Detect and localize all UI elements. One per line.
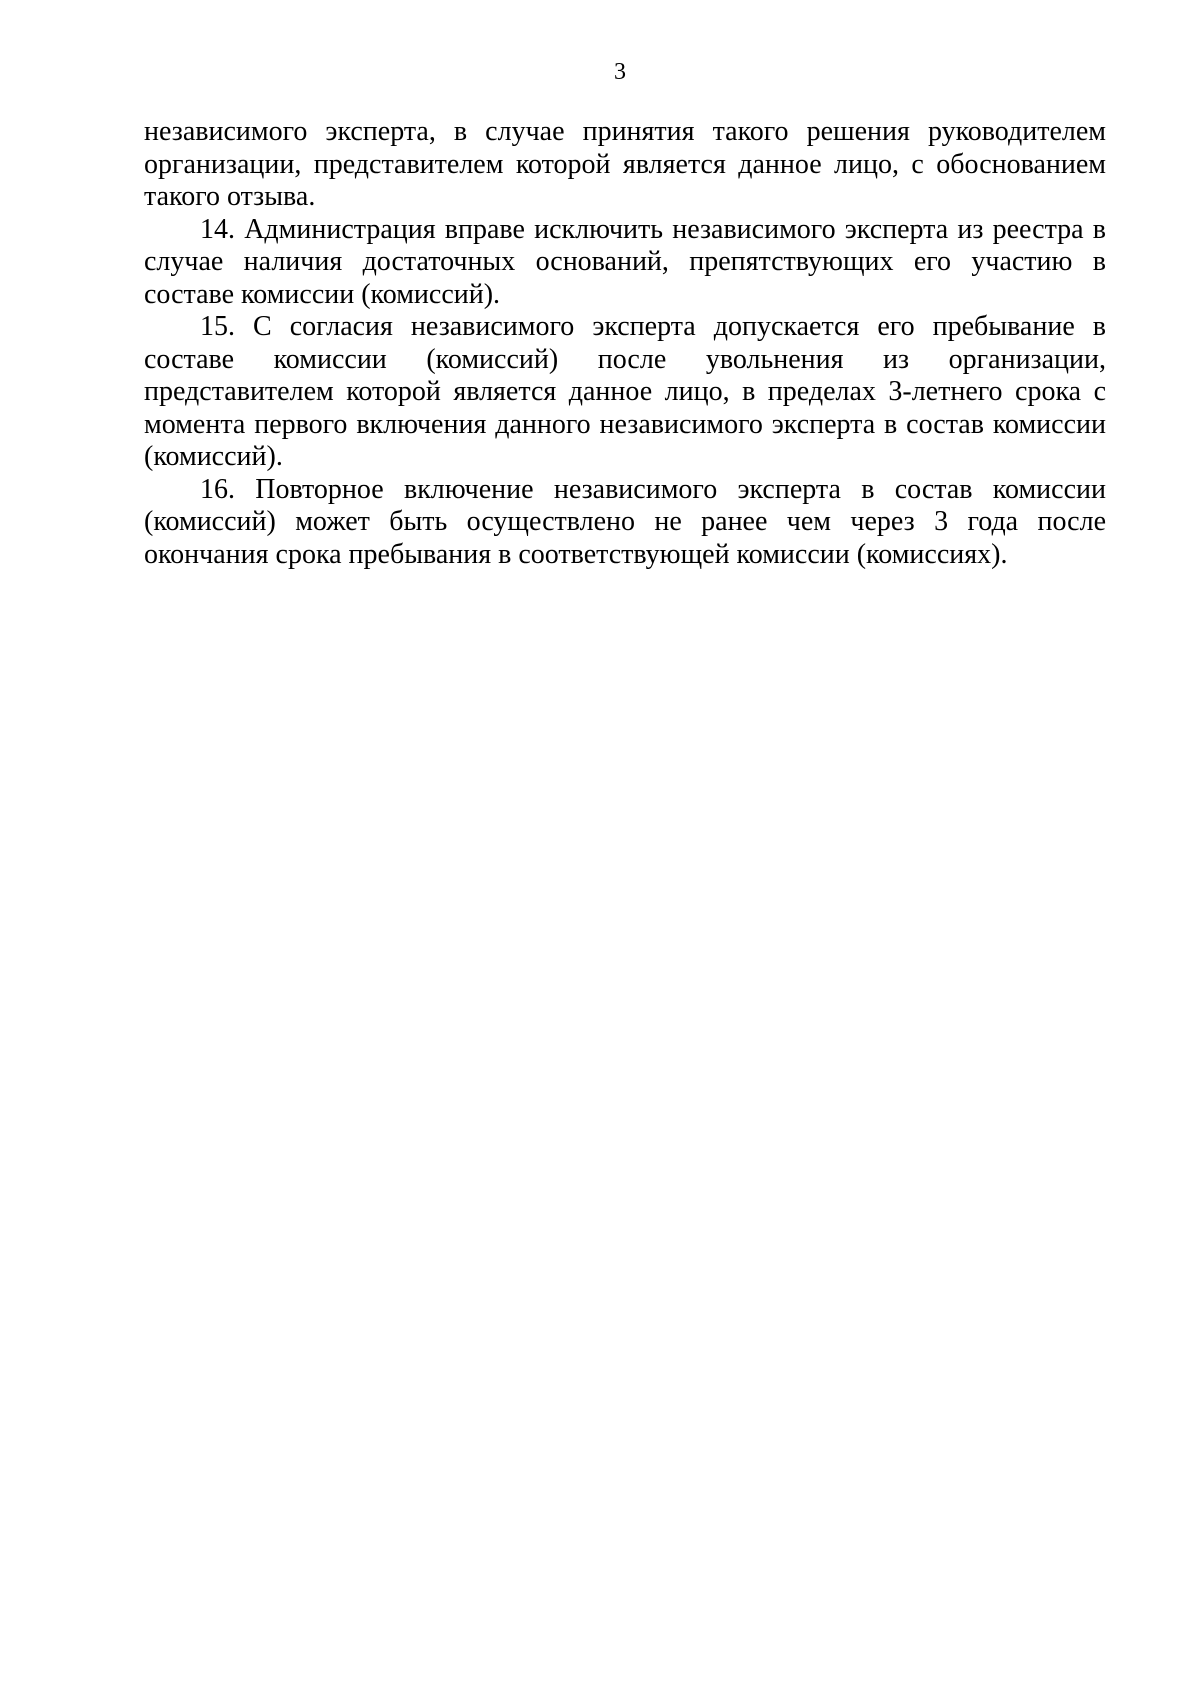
- paragraph-item-15: 15. С согласия независимого эксперта допускается его пребывание в составе комиссии (комиссий) после увольнения из организации, представителем которой является данное лицо, в пределах 3-летнего срока с момента первого включения данного независимого эксперта в состав комиссии (комиссий).: [144, 311, 1106, 472]
- paragraph-item-14: 14. Администрация вправе исключить независимого эксперта из реестра в случае наличия достаточных оснований, препятствующих его участию в составе комиссии (комиссий).: [144, 213, 1106, 310]
- page-number: 3: [614, 59, 626, 85]
- paragraph-item-16: 16. Повторное включение независимого эксперта в состав комиссии (комиссий) может быть осуществлено не ранее чем через 3 года после окончания срока пребывания в соответствующей комиссии (комиссиях).: [144, 473, 1106, 570]
- paragraph-continuation: независимого эксперта, в случае принятия такого решения руководителем организации, представителем которой является данное лицо, с обоснованием такого отзыва.: [144, 116, 1106, 212]
- document-body: [144, 116, 1106, 571]
